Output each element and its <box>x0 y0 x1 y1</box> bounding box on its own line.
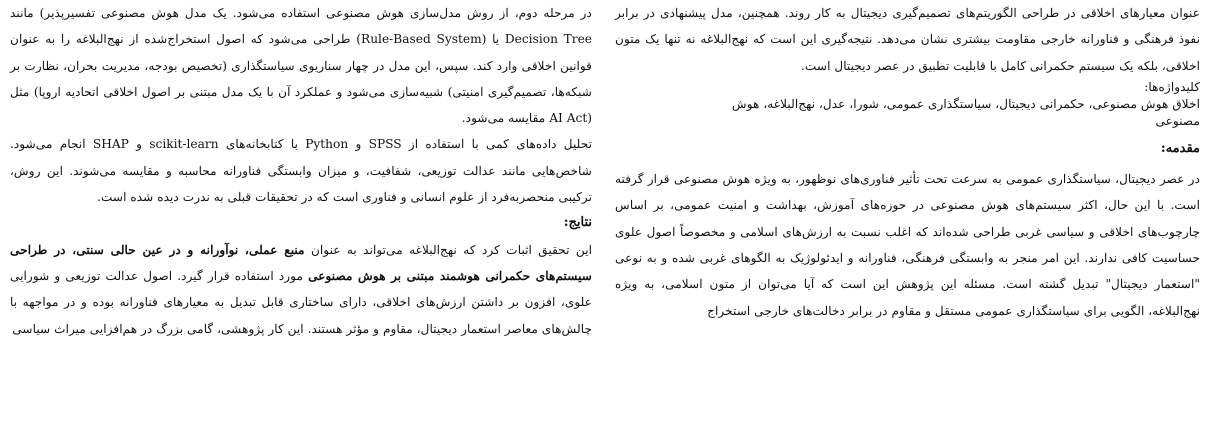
right-column <box>615 0 1200 324</box>
abstract-tail: عنوان معیارهای اخلاقی در طراحی الگوریتم‌های تصمیم‌گیری دیجیتال به کار روند. همچنین، مدل پیشنهادی در برابر نفوذ فرهنگی و فناورانه خارجی مقاومت بیشتری نشان می‌دهد. نتیجه‌گیری این است که نهج‌البلاغه نه تنها یک متون اخلاقی، بلکه یک سیستم حکمرانی کامل با قابلیت تطبیق در عصر دیجیتال است. <box>615 6 1200 73</box>
results-paragraph <box>10 237 592 342</box>
results-heading: نتایج: <box>563 215 592 231</box>
analysis-paragraph: تحلیل داده‌های کمی با استفاده از SPSS و Python با کتابخانه‌های scikit-learn و SHAP انجام می‌شود. شاخص‌هایی مانند عدالت توزیعی، شفافیت، و میزان وابستگی فناورانه محاسبه و مقایسه می‌شوند. این روش، ترکیبی منحصربه‌فرد از علوم انسانی و فناوری است که در تحقیقات قبلی به ندرت دیده شده است. <box>10 137 592 205</box>
left-column <box>10 0 592 342</box>
results-bold-text: منبع عملی، نوآورانه و در عین حالی سنتی، در طراحی سیستم‌های حکمرانی هوشمند مبتنی بر هوش مصنوعی <box>10 242 592 283</box>
introduction-paragraph: در عصر دیجیتال، سیاستگذاری عمومی به سرعت تحت تأثیر فناوری‌های نوظهور، به ویژه هوش مصنوعی قرار گرفته است. با این حال، اکثر سیستم‌های هوش مصنوعی در حوزه‌های آموزش، بهداشت و امنیت عمومی، بر اساس چارچوب‌های اخلاقی و سیاسی غربی طراحی شده‌اند که اغلب نسبت به ارزش‌های اسلامی و مخصوصاً اصول علوی حساسیت کافی ندارند. این امر منجر به وابستگی فرهنگی، فناورانه و ایدئولوژیک به الگوهای غربی شده و به نوعی "استعمار دیجیتال" تبدیل گشته است. مسئله این پژوهش این است که آیا می‌توان از متون اسلامی، به ویژه نهج‌البلاغه، الگویی برای سیاستگذاری عمومی مستقل و مقاوم در برابر دخالت‌های خارجی استخراج <box>615 172 1200 318</box>
results-text-1: این تحقیق اثبات کرد که نهج‌البلاغه می‌تواند به عنوان <box>304 242 592 257</box>
results-text-2: مورد استفاده قرار گیرد. اصول عدالت توزیعی و شورایی علوی، افزون بر داشتن ارزش‌های اخلاقی، دارای ساختاری قابل تبدیل به معیارهای فناورانه بوده و در مواجهه با چالش‌های معاصر استعمار دیجیتال، مقاوم و مؤثر هستند. این کار پژوهشی، گامی بزرگ در هم‌افزایی میراث سیاسی <box>10 268 592 336</box>
method-paragraph: در مرحله دوم، از روش مدل‌سازی هوش مصنوعی استفاده می‌شود. یک مدل هوش مصنوعی تفسیرپذیر) مانند Decision Tree یا (Rule-Based System) طراحی می‌شود که اصول استخراج‌شده از نهج‌البلاغه را به عنوان قوانین اخلاقی وارد کند. سپس، این مدل در چهار سناریوی سیاستگذاری (تخصیص بودجه، مدیریت بحران، نظارت بر شبکه‌ها، تصمیم‌گیری امنیتی) شبیه‌سازی می‌شود و عملکرد آن با یک مدل مبتنی بر اصول اخلاقی اتحادیه اروپا) مثل (AI Act مقایسه می‌شود. <box>10 6 592 126</box>
keywords-text: اخلاق هوش مصنوعی، حکمرانی دیجیتال، سیاستگذاری عمومی، شورا، عدل، نهج‌البلاغه، هوش مصنوعی <box>731 96 1200 128</box>
introduction-heading: مقدمه: <box>1160 140 1200 156</box>
keywords-label: کلیدواژه‌ها: <box>1144 79 1200 94</box>
